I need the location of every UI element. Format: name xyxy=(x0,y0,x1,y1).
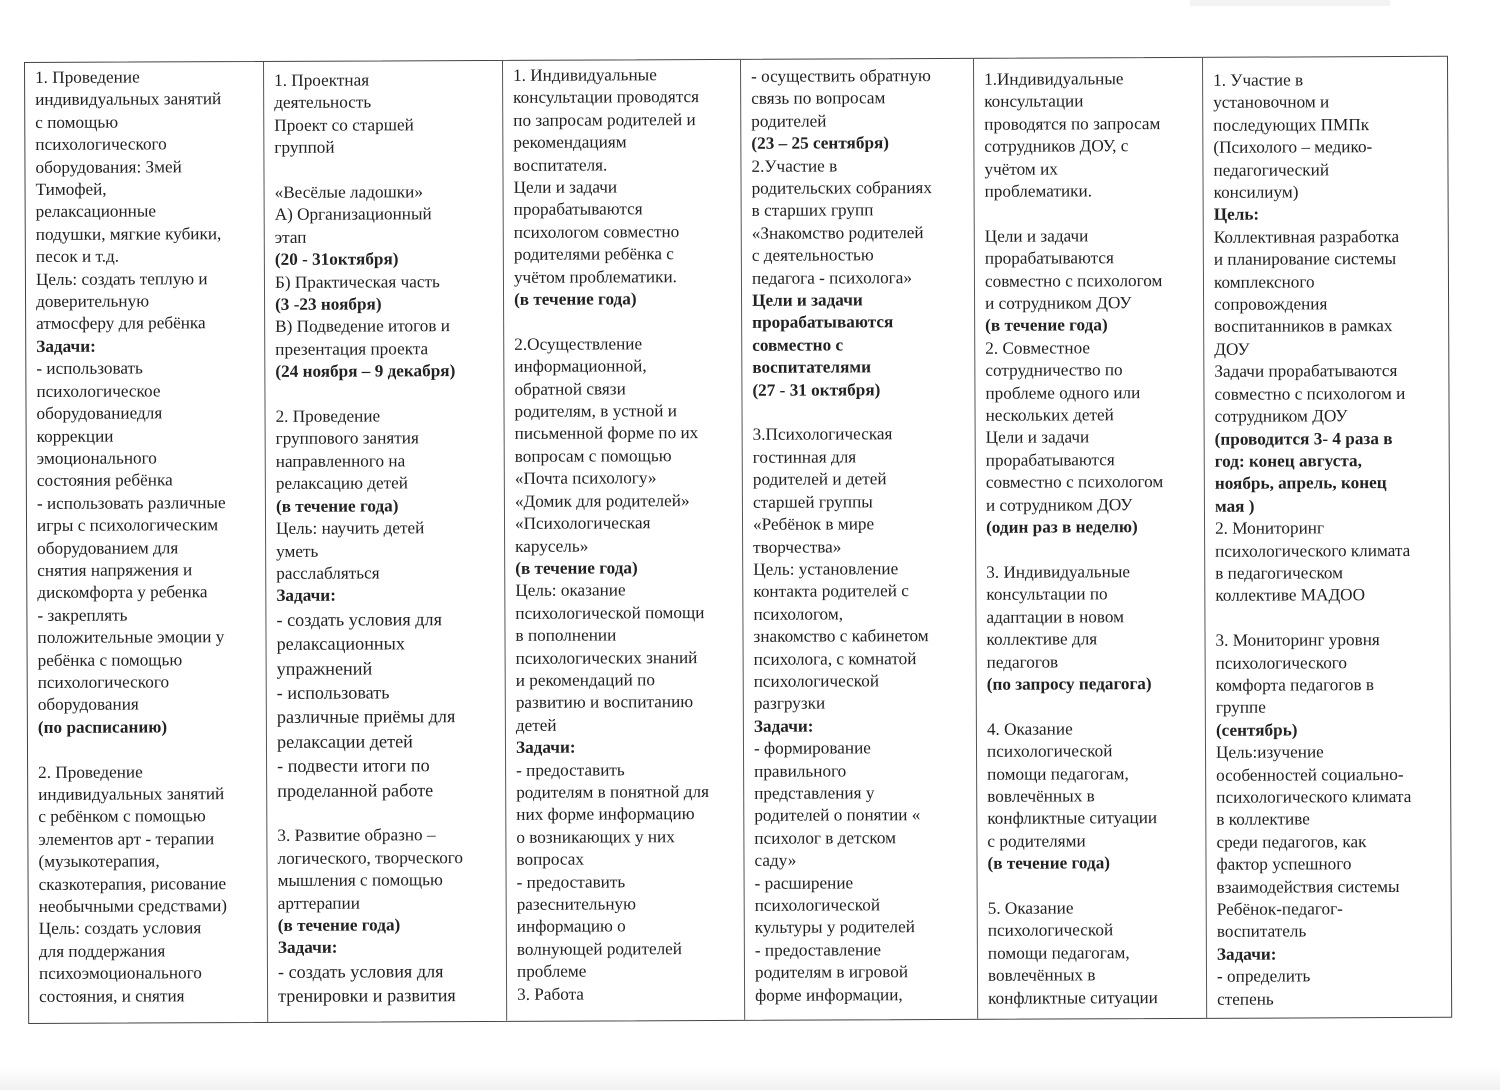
text-line: эмоционального xyxy=(36,448,157,468)
text-line: релаксационные xyxy=(35,201,157,222)
text-line: комплексного xyxy=(1213,272,1315,292)
text-line: Ребёнок-педагог- xyxy=(1216,899,1343,919)
text-line: обратной связи xyxy=(514,379,626,399)
text-line: развитию и воспитанию xyxy=(515,692,694,713)
text-line: в пополнении xyxy=(515,625,617,646)
text-line: коллективе для xyxy=(986,629,1098,649)
text-line: «Психологическая xyxy=(514,513,651,533)
text-line: учётом проблематики. xyxy=(513,266,677,287)
text-line: - создать условия для xyxy=(276,608,443,630)
text-line: направленного на xyxy=(275,451,406,471)
text-line: - осуществить обратную xyxy=(751,66,931,86)
text-line: консультации xyxy=(984,91,1084,112)
text-line: психологического xyxy=(37,672,170,692)
text-line: (3 -23 ноября) xyxy=(275,294,382,314)
text-line: - предоставление xyxy=(754,940,882,960)
text-line: и сотрудником ДОУ xyxy=(985,293,1132,313)
text-line: карусель» xyxy=(515,536,589,556)
blank-line xyxy=(985,202,1197,225)
text-line: (Психолого – медико- xyxy=(1213,137,1373,158)
blank-line xyxy=(987,695,1199,718)
blank-line xyxy=(275,383,497,406)
text-line: - предоставить xyxy=(516,871,626,892)
text-line: 1. Проведение xyxy=(35,67,140,87)
text-line: прорабатываются xyxy=(985,450,1115,470)
text-line: адаптации в новом xyxy=(986,606,1125,627)
text-line: Цель: оказание xyxy=(515,580,626,601)
text-line: консилиум) xyxy=(1213,182,1299,202)
text-line: о возникающих у них xyxy=(516,826,675,847)
text-line: Цели и задачи xyxy=(984,226,1089,246)
text-line: культуры у родителей xyxy=(754,917,915,938)
text-line: 3. Развитие образно – xyxy=(277,825,436,846)
text-line: родителям в понятной для xyxy=(516,782,709,802)
text-line: психологического климата xyxy=(1215,540,1411,561)
text-line: сотрудничество по xyxy=(985,360,1123,381)
text-line: (музыкотерапия, xyxy=(38,851,160,872)
text-line: сказкотерапия, рисование xyxy=(38,873,227,894)
text-line: 3.Психологическая xyxy=(752,424,893,445)
text-line: ноябрь, апрель, конец xyxy=(1214,473,1387,494)
text-line: волнующей родителей xyxy=(516,938,683,959)
text-line: представления у xyxy=(754,783,875,803)
text-line: Б) Практическая часть xyxy=(274,271,440,292)
text-line: психологической xyxy=(987,920,1114,941)
text-line: (в течение года) xyxy=(275,496,399,516)
text-line: дискомфорта у ребенка xyxy=(37,582,208,603)
blank-line xyxy=(277,802,499,825)
text-line: психологическое xyxy=(36,381,161,401)
text-line: - подвести итоги по xyxy=(277,755,430,777)
text-line: разеснительную xyxy=(516,894,637,914)
text-line: проблеме xyxy=(516,961,587,982)
text-line: оборудованием для xyxy=(37,537,179,558)
text-line: оборудованиедля xyxy=(36,403,163,424)
text-line: упражнений xyxy=(276,658,373,679)
text-line: 3. Мониторинг уровня xyxy=(1215,630,1380,650)
scan-edge-mark xyxy=(1190,0,1390,6)
text-line: рекомендациям xyxy=(513,132,627,153)
table-column-3 xyxy=(503,60,745,1021)
text-line: Коллективная разработка xyxy=(1213,226,1400,247)
text-line: Задачи: xyxy=(277,938,338,958)
text-line: 3. Индивидуальные xyxy=(986,562,1131,582)
text-line: различные приёмы для xyxy=(276,706,456,728)
text-line: саду» xyxy=(754,850,797,871)
text-line: в педагогическом xyxy=(1215,563,1344,583)
plan-table xyxy=(24,56,1452,1024)
text-line: установочном и xyxy=(1213,92,1330,113)
text-line: Цели и задачи xyxy=(513,177,618,197)
text-line: Цели и задачи xyxy=(752,290,863,310)
text-line: прорабатываются xyxy=(984,248,1114,269)
text-line: Задачи: xyxy=(515,737,576,758)
text-line: родителей о понятии « xyxy=(754,805,921,826)
text-line: проблематики. xyxy=(984,181,1093,201)
text-line: релаксации детей xyxy=(276,731,413,752)
text-line: 1.Индивидуальные xyxy=(984,69,1124,89)
text-line: (один раз в неделю) xyxy=(985,517,1138,537)
text-line: 2. Проведение xyxy=(38,762,143,782)
text-line: психологического xyxy=(1215,652,1348,673)
table-column-6 xyxy=(1203,57,1452,1018)
text-line: (в течение года) xyxy=(985,315,1108,336)
text-line: фактор успешного xyxy=(1216,854,1352,875)
text-line: консультации по xyxy=(986,584,1108,605)
text-line: В) Подведение итогов и xyxy=(275,316,450,337)
text-line: (по расписанию) xyxy=(37,717,168,737)
blank-line xyxy=(752,401,968,424)
blank-line xyxy=(1215,607,1445,630)
text-line: Цель: научить детей xyxy=(275,518,425,538)
text-line: психологического xyxy=(35,134,167,155)
text-line: психологической xyxy=(986,741,1113,761)
text-line: 1. Индивидуальные xyxy=(513,65,657,85)
text-line: коррекции xyxy=(36,426,114,446)
text-line: воспитателя. xyxy=(513,155,608,175)
text-line: проделанной работе xyxy=(277,779,434,801)
text-line: релаксационных xyxy=(276,633,405,655)
text-line: вовлечённых в xyxy=(987,786,1095,806)
text-line: оборудования: Змей xyxy=(35,156,182,177)
text-line: год: конец августа, xyxy=(1214,451,1362,471)
text-line: Задачи прорабатываются xyxy=(1214,361,1398,382)
text-line: детей xyxy=(515,715,557,735)
text-line: необычными средствами) xyxy=(38,896,228,916)
text-line: родителей xyxy=(751,111,827,131)
text-line: с деятельностью xyxy=(751,245,874,266)
text-line: Задачи: xyxy=(276,585,336,606)
text-line: психологом совместно xyxy=(513,221,680,242)
text-line: этап xyxy=(274,227,307,247)
text-line: ребёнка с помощью xyxy=(37,649,183,670)
text-line: оборудования xyxy=(37,694,139,715)
text-line: деятельность xyxy=(274,92,372,113)
text-line: контакта родителей с xyxy=(753,581,909,602)
text-line: (сентябрь) xyxy=(1215,720,1298,740)
text-line: для поддержания xyxy=(38,941,166,961)
text-line: информационной, xyxy=(514,356,647,377)
text-line: уметь xyxy=(276,541,319,561)
text-line: состояния, и снятия xyxy=(39,985,185,1006)
text-line: - предоставить xyxy=(516,759,625,780)
text-line: педагога - психолога» xyxy=(751,267,912,288)
text-line: - использовать xyxy=(276,682,390,703)
blank-line xyxy=(986,538,1198,561)
text-line: Задачи: xyxy=(36,336,96,356)
text-line: - формирование xyxy=(753,738,871,758)
text-line: - закреплять xyxy=(37,605,128,625)
blank-line xyxy=(514,310,735,333)
text-line: - определить xyxy=(1216,966,1311,987)
text-line: (24 ноября – 9 декабря) xyxy=(275,361,456,382)
text-line: помощи педагогам, xyxy=(987,942,1130,963)
text-line: вопросам с помощью xyxy=(514,446,672,466)
text-line: логического, творческого xyxy=(277,847,464,868)
text-line: тренировки и развития xyxy=(278,985,456,1007)
text-line: воспитатель xyxy=(1216,921,1307,942)
text-line: Тимофей, xyxy=(35,179,107,199)
text-line: «Весёлые ладошки» xyxy=(274,182,423,202)
text-line: правильного xyxy=(754,760,847,781)
blank-line xyxy=(988,874,1200,897)
text-line: «Ребёнок в мире xyxy=(752,514,875,534)
text-line: знакомство с кабинетом xyxy=(753,626,929,646)
text-line: по запросам родителей и xyxy=(513,109,696,130)
text-line: «Почта психологу» xyxy=(514,468,657,489)
text-line: помощи педагогам, xyxy=(987,763,1129,784)
text-line: творчества» xyxy=(753,536,842,557)
text-line: родителям, в устной и xyxy=(514,401,677,421)
text-line: 2.Осуществление xyxy=(514,334,643,354)
text-line: Цель: установление xyxy=(753,559,899,579)
text-line: них форме информацию xyxy=(516,804,695,825)
text-line: Цель: создать теплую и xyxy=(35,268,208,289)
text-line: Цели и задачи xyxy=(985,427,1090,448)
text-line: конфликтные ситуации xyxy=(987,808,1158,829)
text-line: психоэмоционального xyxy=(38,963,202,984)
text-line: последующих ПМПк xyxy=(1213,114,1370,135)
text-line: элементов арт - терапии xyxy=(38,828,215,849)
table-column-4 xyxy=(741,59,978,1020)
text-line: нескольких детей xyxy=(985,405,1114,425)
text-line: (27 - 31 октября) xyxy=(752,379,881,400)
blank-line xyxy=(38,738,260,761)
text-line: с ребёнком с помощью xyxy=(38,806,206,827)
text-line: сотрудником ДОУ xyxy=(1214,406,1348,426)
text-line: психолога, с комнатой xyxy=(753,648,917,669)
text-line: особенностей социально- xyxy=(1216,764,1404,785)
text-line: (по запросу педагога) xyxy=(986,674,1152,694)
text-line: родителям в игровой xyxy=(754,962,909,983)
text-line: - расширение xyxy=(754,872,854,893)
text-line: - использовать xyxy=(36,358,143,379)
text-line: «Знакомство родителей xyxy=(751,222,924,243)
text-line: совместно с психологом и xyxy=(1214,383,1406,404)
text-line: положительные эмоции у xyxy=(37,627,225,648)
text-line: прорабатываются xyxy=(513,199,643,220)
text-line: сопровождения xyxy=(1214,294,1328,314)
text-line: 1. Проектная xyxy=(274,70,370,90)
text-line: вовлечённых в xyxy=(987,965,1096,985)
text-line: педагогический xyxy=(1213,159,1330,180)
text-line: группе xyxy=(1215,697,1266,718)
blank-line xyxy=(274,159,496,182)
text-line: (в течение года) xyxy=(513,289,637,309)
text-line: гостинная для xyxy=(752,447,857,467)
text-line: психологической xyxy=(753,671,880,691)
text-line: снятия напряжения и xyxy=(37,560,193,580)
text-line: родителями ребёнка с xyxy=(513,244,674,265)
text-line: психологом, xyxy=(753,604,844,624)
text-line: воспитанников в рамках xyxy=(1214,316,1393,337)
text-line: (в течение года) xyxy=(277,915,401,935)
text-line: в коллективе xyxy=(1216,809,1310,830)
text-line: в старших групп xyxy=(751,200,874,221)
text-line: песок и т.д. xyxy=(35,246,120,267)
text-line: 2.Участие в xyxy=(751,156,838,176)
text-line: старшей группы xyxy=(752,492,873,512)
text-line: психологической xyxy=(754,895,881,915)
text-line: педагогов xyxy=(986,652,1059,672)
text-line: коллективе МАДОО xyxy=(1215,585,1366,606)
text-line: комфорта педагогов в xyxy=(1215,675,1375,695)
text-line: расслабляться xyxy=(276,563,380,583)
text-line: с родителями xyxy=(987,831,1086,851)
text-line: 3. Работа xyxy=(517,984,584,1004)
text-line: (в течение года) xyxy=(515,558,638,578)
text-line: консультации проводятся xyxy=(513,87,700,108)
text-line: форме информации, xyxy=(755,984,903,1005)
text-line: презентация проекта xyxy=(275,339,429,359)
text-line: состояния ребёнка xyxy=(36,470,173,491)
table-column-1 xyxy=(25,62,268,1023)
text-line: письменной форме по их xyxy=(514,423,699,444)
text-line: (проводится 3- 4 раза в xyxy=(1214,428,1393,449)
text-line: взаимодействия системы xyxy=(1216,876,1400,897)
text-line: подушки, мягкие кубики, xyxy=(35,223,222,244)
text-line: игры с психологическим xyxy=(36,515,219,536)
text-line: совместно с xyxy=(752,335,844,355)
text-line: проблеме одного или xyxy=(985,382,1141,403)
text-line: индивидуальных занятий xyxy=(35,89,222,110)
text-line: 1. Участие в xyxy=(1213,70,1304,90)
text-line: вопросах xyxy=(516,849,584,870)
text-line: 2. Мониторинг xyxy=(1215,518,1325,538)
text-line: Задачи: xyxy=(1216,944,1277,964)
text-line: степень xyxy=(1217,989,1274,1009)
text-line: информацию о xyxy=(516,916,626,937)
text-line: 4. Оказание xyxy=(986,719,1073,739)
scan-bottom-shade xyxy=(0,1068,1500,1090)
text-line: среди педагогов, как xyxy=(1216,831,1367,852)
text-line: (20 - 31октября) xyxy=(274,249,399,270)
text-line: связь по вопросам xyxy=(751,88,886,109)
text-line: родителей и детей xyxy=(752,469,887,490)
text-line: А) Организационный xyxy=(274,204,432,225)
text-line: прорабатываются xyxy=(752,312,894,333)
text-line: атмосферу для ребёнка xyxy=(36,313,206,334)
text-line: с помощью xyxy=(35,112,119,132)
text-line: 5. Оказание xyxy=(987,898,1074,918)
text-line: ДОУ xyxy=(1214,339,1250,359)
text-line: сотрудников ДОУ, с xyxy=(984,136,1129,157)
text-line: доверительную xyxy=(36,291,150,312)
text-line: Цель: xyxy=(1213,205,1260,225)
text-line: психологических знаний xyxy=(515,647,698,668)
text-line: психологического климата xyxy=(1216,786,1412,807)
text-line: совместно с психологом xyxy=(985,472,1164,493)
text-line: учётом их xyxy=(984,159,1058,179)
text-line: (23 – 25 сентября) xyxy=(751,133,890,154)
text-line: Цель:изучение xyxy=(1215,742,1324,762)
text-line: группой xyxy=(274,137,335,158)
text-line: проводятся по запросам xyxy=(984,113,1161,134)
text-line: психологической помощи xyxy=(515,602,705,623)
text-line: арттерапии xyxy=(277,893,360,913)
text-line: группового занятия xyxy=(275,428,419,449)
table-column-2 xyxy=(264,61,507,1022)
text-line: (в течение года) xyxy=(987,853,1111,873)
text-line: «Домик для родителей» xyxy=(514,490,690,511)
text-line: и сотрудником ДОУ xyxy=(985,494,1133,515)
text-line: и рекомендаций по xyxy=(515,670,655,690)
text-line: разгрузки xyxy=(753,693,826,714)
text-line: - использовать различные xyxy=(36,492,226,513)
text-line: родительских собраниях xyxy=(751,178,932,198)
text-line: мая ) xyxy=(1214,496,1255,516)
text-line: 2. Совместное xyxy=(985,338,1091,358)
text-line: психолог в детском xyxy=(754,827,897,848)
text-line: мышления с помощью xyxy=(277,870,443,891)
text-line: 2. Проведение xyxy=(275,406,381,426)
text-line: совместно с психологом xyxy=(984,270,1163,291)
text-line: и планирование системы xyxy=(1213,249,1397,270)
text-line: - создать условия для xyxy=(277,960,444,982)
text-line: воспитателями xyxy=(752,357,872,378)
text-line: релаксацию детей xyxy=(275,473,408,494)
text-line: конфликтные ситуации xyxy=(988,987,1158,1008)
table-column-5 xyxy=(974,58,1207,1019)
text-line: индивидуальных занятий xyxy=(38,784,225,804)
text-line: Проект со старшей xyxy=(274,115,414,135)
text-line: Задачи: xyxy=(753,716,814,736)
text-line: Цель: создать условия xyxy=(38,918,202,939)
